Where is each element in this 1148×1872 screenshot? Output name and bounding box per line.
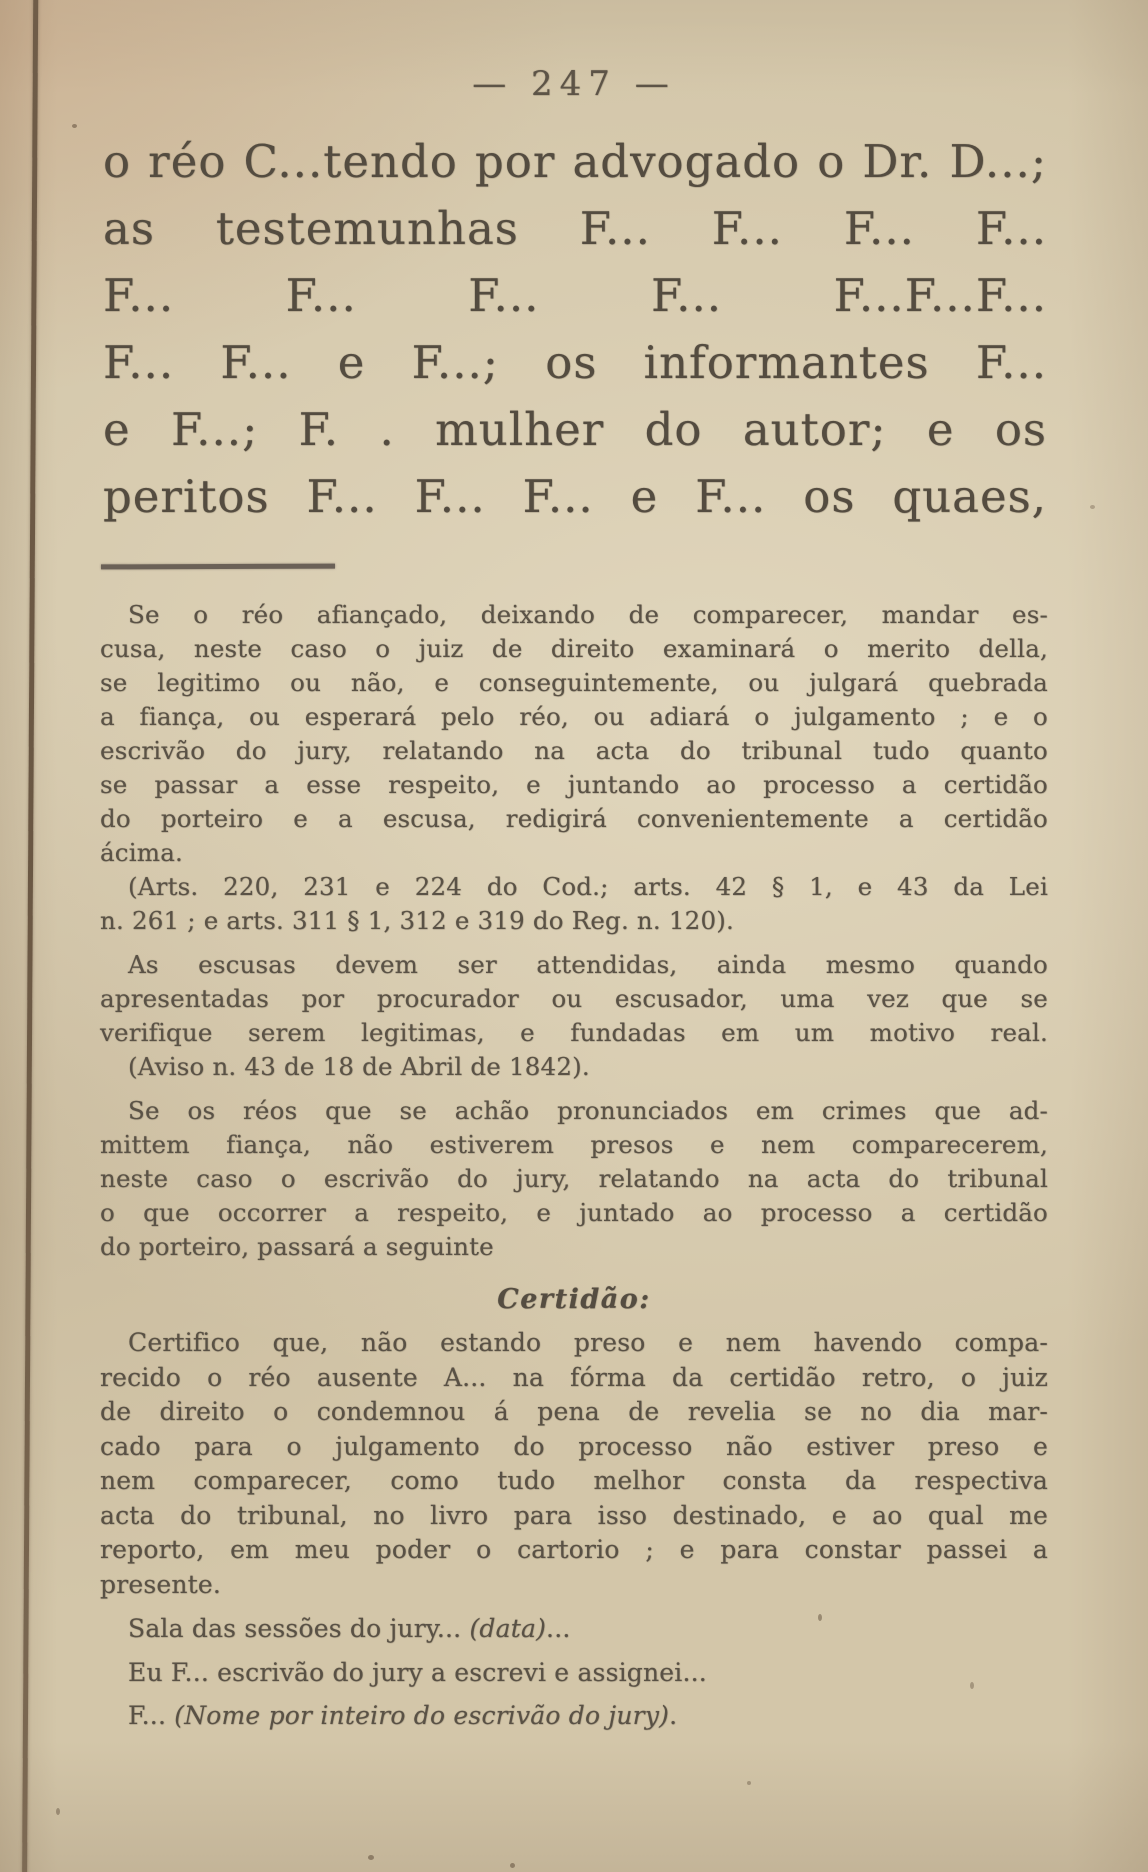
text-line: recido o réo ausente A... na fórma da certidão retro, o juiz: [100, 1362, 1048, 1392]
paper-speck: [1090, 505, 1095, 509]
sala-sessoes-text: Sala das sessões do jury...: [128, 1614, 470, 1643]
footnote-block: [100, 598, 1048, 1264]
paper-speck: [747, 1781, 751, 1785]
paper-speck: [970, 1682, 974, 1689]
text-line: as testemunhas F... F... F... F...: [103, 202, 1047, 255]
data-placeholder: (data): [469, 1614, 547, 1643]
text-line: n. 261 ; e arts. 311 § 1, 312 e 319 do Reg. n. 120).: [100, 906, 734, 935]
main-paragraph: [103, 128, 1047, 530]
paper-speck: [56, 1808, 60, 1815]
text-line: (Arts. 220, 231 e 224 do Cod.; arts. 42 § 1, e 43 da Lei: [128, 872, 1048, 901]
text-line: o que occorrer a respeito, e juntado ao processo a certidão: [100, 1198, 1048, 1227]
text-line: apresentadas por procurador ou escusador, uma vez que se: [100, 984, 1048, 1013]
paper-speck: [974, 997, 978, 1005]
text-line: presente.: [100, 1569, 222, 1599]
text-line: peritos F... F... F... e F... os quaes,: [103, 470, 1047, 523]
text-line: reporto, em meu poder o cartorio ; e para constar passei a: [100, 1535, 1048, 1564]
text-line: escrivão do jury, relatando na acta do tribunal tudo quanto: [100, 736, 1048, 765]
text-line: se passar a esse respeito, e juntando ao processo a certidão: [100, 770, 1048, 799]
footnote-separator-rule: [101, 564, 335, 570]
text-line: do porteiro e a escusa, redigirá convenientemente a certidão: [100, 804, 1048, 833]
text-line: o réo C...tendo por advogado o Dr. D...;: [103, 135, 1047, 188]
text-line: mittem fiança, não estiverem presos e nem comparecerem,: [100, 1130, 1048, 1159]
text-line: Se o réo afiançado, deixando de comparecer, mandar es-: [128, 600, 1048, 629]
paper-speck: [510, 1863, 515, 1868]
assinatura-inicial: F...: [128, 1701, 175, 1730]
text-line: Se os réos que se achão pronunciados em crimes que ad-: [128, 1096, 1048, 1125]
text-line: de direito o condemnou á pena de revelia se no dia mar-: [100, 1397, 1048, 1426]
page-number: — 247 —: [472, 64, 676, 104]
text-line: a fiança, ou esperará pelo réo, ou adiará o julgamento ; e o: [100, 702, 1048, 731]
sala-sessoes-ellipsis: ...: [546, 1614, 571, 1643]
paper-speck: [368, 1855, 374, 1860]
text-line: e F...; F. . mulher do autor; e os: [103, 403, 1047, 456]
text-line: cado para o julgamento do processo não estiver preso e: [100, 1431, 1048, 1461]
text-line: se legitimo ou não, e conseguintemente, ou julgará quebrada: [100, 668, 1048, 697]
text-line: do porteiro, passará a seguinte: [100, 1232, 494, 1261]
text-line: (Aviso n. 43 de 18 de Abril de 1842).: [128, 1052, 590, 1081]
text-line: neste caso o escrivão do jury, relatando na acta do tribunal: [100, 1164, 1048, 1193]
assinatura-nome-placeholder: (Nome por inteiro do escrivão do jury): [174, 1701, 670, 1730]
paper-speck: [72, 124, 77, 128]
text-line: F... F... e F...; os informantes F...: [103, 336, 1047, 389]
text-line: acta do tribunal, no livro para isso destinado, e ao qual me: [100, 1500, 1048, 1530]
escrivao-line: Eu F... escrivão do jury a escrevi e assignei...: [128, 1657, 707, 1687]
paper-speck: [818, 1614, 822, 1621]
text-line: F... F... F... F... F...F...F...: [103, 269, 1047, 322]
page-gutter-line: [22, 0, 38, 1872]
certidao-block: [100, 1326, 1048, 1734]
assinatura-line: [100, 1699, 1048, 1734]
text-line: Certifico que, não estando preso e nem havendo compa-: [128, 1328, 1048, 1357]
certidao-heading: Certidão:: [497, 1284, 651, 1315]
text-line: As escusas devem ser attendidas, ainda mesmo quando: [128, 950, 1048, 979]
assinatura-ponto: .: [669, 1701, 678, 1730]
sala-sessoes-line: [100, 1612, 1048, 1647]
text-line: cusa, neste caso o juiz de direito examinará o merito della,: [100, 634, 1048, 663]
text-line: verifique serem legitimas, e fundadas em um motivo real.: [100, 1018, 1048, 1047]
text-line: nem comparecer, como tudo melhor consta da respectiva: [100, 1466, 1048, 1495]
text-line: ácima.: [100, 838, 183, 867]
